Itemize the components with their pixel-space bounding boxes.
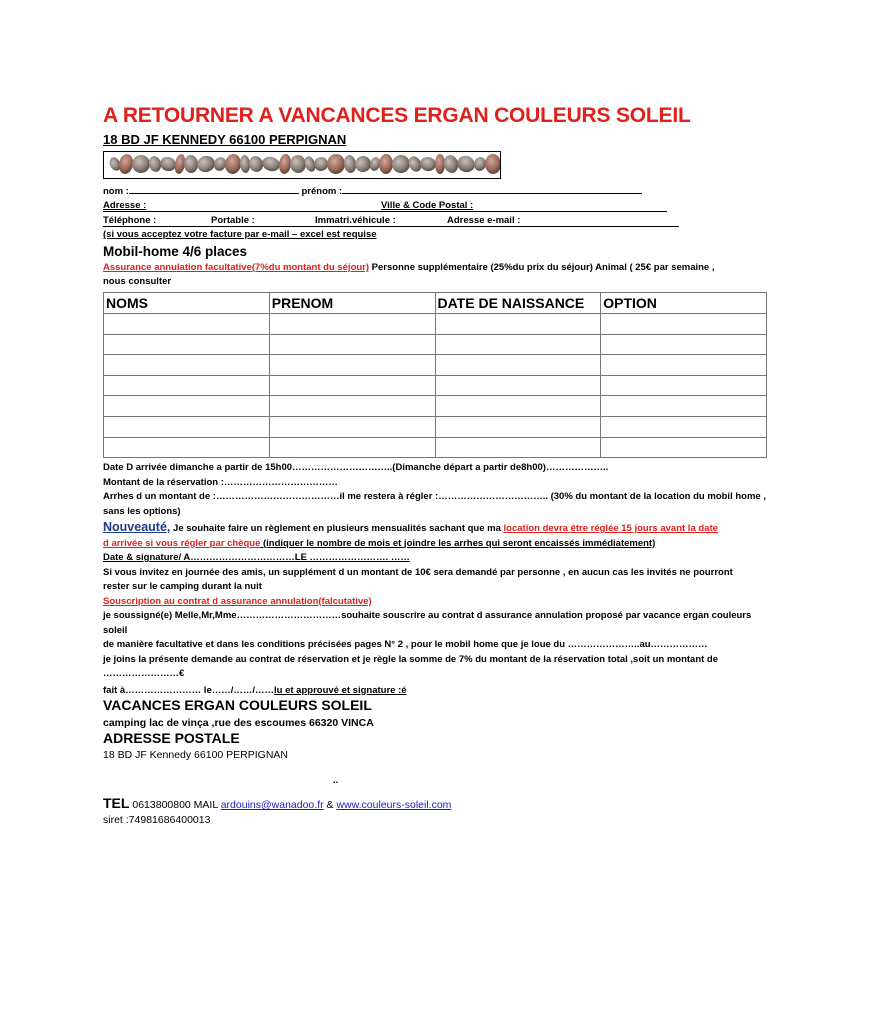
joins-line1: je joins la présente demande au contrat de réservation et je règle la somme de 7% du montant de la réservation total ,soit un montant de <box>103 653 719 665</box>
footer-company: VACANCES ERGAN COULEURS SOLEIL <box>103 697 372 713</box>
pebble-shape <box>289 154 307 174</box>
table-row <box>104 416 767 437</box>
table-cell[interactable] <box>104 375 270 396</box>
mens1-red: location devra être réglée 15 jours avant la date <box>503 523 718 534</box>
website-link[interactable]: www.couleurs-soleil.com <box>336 799 452 811</box>
mensualites-line2 <box>103 537 773 552</box>
table-cell[interactable] <box>601 396 767 417</box>
table-cell[interactable] <box>269 416 435 437</box>
pebble-shape <box>379 154 394 174</box>
table-header-row <box>104 293 767 314</box>
table-cell[interactable] <box>104 416 270 437</box>
page-title: A RETOURNER A VANCANCES ERGAN COULEURS SOLEIL <box>103 104 691 127</box>
table-cell[interactable] <box>435 334 601 355</box>
pebble-banner-image <box>104 152 501 179</box>
table-row <box>104 396 767 417</box>
table-cell[interactable] <box>104 334 270 355</box>
facture-note: (si vous acceptez votre facture par e-mail – excel est requise <box>103 229 377 240</box>
date-arrivee-line: Date D arrivée dimanche a partir de 15h00…………………………..(Dimanche départ a partir de8h00)……………….. <box>103 462 609 473</box>
pebble-shape <box>132 155 150 173</box>
participants-table <box>103 292 767 458</box>
header-noms: NOMS <box>104 293 270 314</box>
footer-adresse-postale: ADRESSE POSTALE <box>103 730 240 746</box>
pebble-shape <box>485 154 501 175</box>
table-cell[interactable] <box>104 355 270 376</box>
signature-line: Date & signature/ A……………………………LE ……………………. …… <box>103 552 410 563</box>
table-row <box>104 355 767 376</box>
pebble-shape <box>435 154 445 174</box>
telephone-line[interactable] <box>103 226 679 227</box>
footer-camping: camping lac de vinça ,rue des escoumes 66320 VINCA <box>103 717 374 729</box>
nom-line[interactable] <box>129 192 299 194</box>
conditions-text <box>103 551 773 698</box>
table-cell[interactable] <box>104 396 270 417</box>
field-row-name <box>103 186 642 197</box>
lu-approuve: lu et approuvé et signature :é <box>274 684 407 696</box>
table-cell[interactable] <box>601 416 767 437</box>
header-option: OPTION <box>601 293 767 314</box>
fait-text: fait à…………………… le……/……/…… <box>103 684 275 696</box>
table-cell[interactable] <box>601 437 767 458</box>
soussigne-line2: soleil <box>103 624 128 636</box>
assurance-line2: nous consulter <box>103 276 172 287</box>
invites-line1: Si vous invitez en journée des amis, un supplément d un montant de 10€ sera demandé par personne , en aucun cas les invités ne pourront <box>103 566 733 578</box>
montant-line: Montant de la réservation :……………………………… <box>103 476 338 488</box>
nom-label: nom : <box>103 186 129 197</box>
table-row <box>104 375 767 396</box>
assurance-red: Assurance annulation facultative(7%du montant du séjour) <box>103 262 370 273</box>
prenom-label: prénom : <box>301 186 343 197</box>
table-cell[interactable] <box>269 375 435 396</box>
tel-label: TEL <box>103 795 130 811</box>
table-cell[interactable] <box>269 334 435 355</box>
telephone-label: Téléphone : <box>103 215 157 226</box>
table-cell[interactable] <box>601 375 767 396</box>
table-cell[interactable] <box>601 355 767 376</box>
table-row <box>104 314 767 335</box>
pebble-shape <box>326 153 345 174</box>
pebble-shape <box>390 153 411 174</box>
pebble-shape <box>260 154 282 173</box>
header-date-naissance: DATE DE NAISSANCE <box>435 293 601 314</box>
reservation-text <box>103 461 773 519</box>
prenom-line[interactable] <box>342 192 642 194</box>
table-row <box>104 334 767 355</box>
portable-label: Portable : <box>211 215 255 226</box>
pebble-shape <box>419 155 438 172</box>
footer-siret: siret :74981686400013 <box>103 814 211 826</box>
pebble-shape <box>278 153 292 174</box>
footer-dots: .. <box>333 775 339 786</box>
table-cell[interactable] <box>435 437 601 458</box>
ampersand: & <box>323 799 337 811</box>
table-cell[interactable] <box>601 314 767 335</box>
pebble-shape <box>195 154 217 174</box>
pebble-shape <box>224 153 243 175</box>
table-cell[interactable] <box>435 396 601 417</box>
fait-line <box>103 684 773 699</box>
invites-line2: rester sur le camping durant la nuit <box>103 581 262 592</box>
tel-number: 0613800800 MAIL <box>129 799 221 811</box>
mensualites-text <box>103 520 773 551</box>
footer-contact-line <box>103 795 451 811</box>
table-cell[interactable] <box>269 355 435 376</box>
souscription-heading: Souscription au contrat d assurance annulation(falcutative) <box>103 595 372 607</box>
footer-address: 18 BD JF Kennedy 66100 PERPIGNAN <box>103 749 289 761</box>
table-cell[interactable] <box>104 314 270 335</box>
arrhes-line2: sans les options) <box>103 505 181 517</box>
email-link[interactable]: ardouins@wanadoo.fr <box>220 799 324 811</box>
mens1: Je souhaite faire un règlement en plusieurs mensualités sachant que ma <box>170 523 504 534</box>
header-prenom: PRENOM <box>269 293 435 314</box>
table-row <box>104 437 767 458</box>
mobil-home-heading: Mobil-home 4/6 places <box>103 244 248 259</box>
table-cell[interactable] <box>435 375 601 396</box>
joins-line2: ……………………€ <box>103 668 185 679</box>
adresse-label: Adresse : <box>103 200 147 211</box>
table-cell[interactable] <box>601 334 767 355</box>
table-cell[interactable] <box>269 314 435 335</box>
maniere-line: de manière facultative et dans les conditions précisées pages N° 2 , pour le mobil home que je loue du …………………..au……………… <box>103 639 708 650</box>
soussigne-line1: je soussigné(e) Melle,Mr,Mme……………………………souhaite souscrire au contrat d assurance annulation proposé par vacance ergan couleurs <box>103 610 752 621</box>
table-cell[interactable] <box>269 437 435 458</box>
mens2: (indiquer le nombre de mois et joindre les arrhes qui seront encaissés immédiatement) <box>260 537 656 549</box>
pebble-banner <box>103 151 501 179</box>
table-cell[interactable] <box>435 355 601 376</box>
pebble-shape <box>184 155 199 174</box>
table-cell[interactable] <box>435 416 601 437</box>
table-cell[interactable] <box>104 437 270 458</box>
table-cell[interactable] <box>269 396 435 417</box>
mens2-red: d arrivée si vous régler par chèque <box>103 537 261 549</box>
ville-label: Ville & Code Postal : <box>381 200 474 211</box>
assurance-line <box>103 262 715 273</box>
header-address: 18 BD JF KENNEDY 66100 PERPIGNAN <box>103 132 347 147</box>
immatri-label: Immatri.véhicule : <box>315 215 396 226</box>
arrhes-line: Arrhes d un montant de :…………………………………il me restera à régler :…………………………….. (30% du montant de la location du mobil home , <box>103 491 766 502</box>
nouveaute-label: Nouveauté, <box>103 520 171 534</box>
adresse-line[interactable] <box>103 211 667 212</box>
table-cell[interactable] <box>435 314 601 335</box>
mensualites-line1 <box>103 520 773 537</box>
email-label: Adresse e-mail : <box>447 215 521 226</box>
assurance-rest: Personne supplémentaire (25%du prix du séjour) Animal ( 25€ par semaine , <box>369 262 715 273</box>
